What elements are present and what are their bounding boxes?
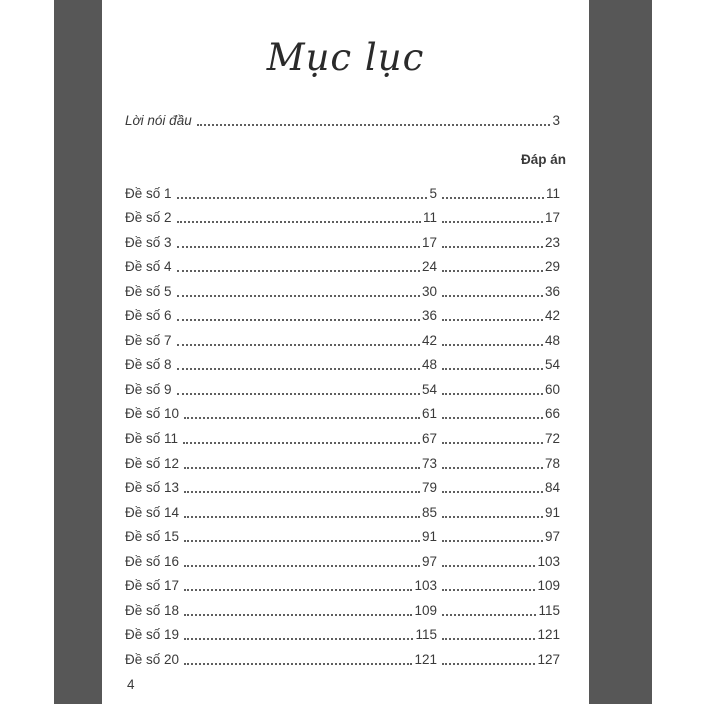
toc-entry-row bbox=[125, 349, 560, 374]
dot-leader bbox=[442, 270, 543, 272]
backdrop-right-bar bbox=[589, 0, 652, 704]
entry-answer-page-number: 23 bbox=[544, 234, 560, 250]
dot-leader bbox=[442, 246, 543, 248]
dot-leader bbox=[184, 540, 420, 542]
page-number-footer: 4 bbox=[127, 677, 135, 692]
toc-entry-row bbox=[125, 496, 560, 521]
entry-label: Đề số 14 bbox=[125, 504, 180, 520]
toc-page bbox=[102, 0, 589, 706]
entry-label: Đề số 19 bbox=[125, 627, 180, 643]
entry-main-column bbox=[125, 258, 437, 275]
entry-page-number: 67 bbox=[421, 431, 437, 447]
entry-page-number: 17 bbox=[421, 234, 437, 250]
entry-main-column bbox=[125, 234, 437, 251]
entry-answer-column bbox=[437, 602, 560, 619]
entry-page-number: 30 bbox=[421, 283, 437, 299]
entry-answer-column bbox=[437, 479, 560, 496]
entry-answer-column bbox=[437, 185, 560, 202]
entry-answer-page-number: 17 bbox=[544, 210, 560, 226]
entry-label: Đề số 3 bbox=[125, 234, 172, 250]
entry-label: Đề số 18 bbox=[125, 602, 180, 618]
entry-main-column bbox=[125, 283, 437, 300]
backdrop-left-bar bbox=[54, 0, 102, 704]
entry-main-column bbox=[125, 209, 437, 226]
entry-label: Đề số 1 bbox=[125, 185, 172, 201]
dot-leader bbox=[177, 197, 428, 199]
entry-page-number: 85 bbox=[421, 504, 437, 520]
entry-answer-page-number: 42 bbox=[544, 308, 560, 324]
entry-answer-column bbox=[437, 455, 560, 472]
toc-entry-row bbox=[125, 570, 560, 595]
preface-label: Lời nói đầu bbox=[125, 113, 192, 128]
dot-leader bbox=[177, 393, 420, 395]
entry-answer-column bbox=[437, 577, 560, 594]
entry-label: Đề số 5 bbox=[125, 283, 172, 299]
dot-leader bbox=[177, 319, 420, 321]
entry-label: Đề số 20 bbox=[125, 651, 180, 667]
toc-entry-row bbox=[125, 275, 560, 300]
entry-main-column bbox=[125, 430, 437, 447]
entry-main-column bbox=[125, 479, 437, 496]
dot-leader bbox=[442, 638, 535, 640]
entry-answer-page-number: 115 bbox=[538, 602, 560, 618]
entry-page-number: 11 bbox=[422, 210, 437, 226]
dot-leader bbox=[442, 589, 535, 591]
dot-leader bbox=[442, 417, 543, 419]
toc-entry-row bbox=[125, 594, 560, 619]
entry-main-column bbox=[125, 332, 437, 349]
entry-label: Đề số 15 bbox=[125, 529, 180, 545]
entry-label: Đề số 16 bbox=[125, 553, 180, 569]
dot-leader bbox=[177, 246, 420, 248]
page-title: Mục lục bbox=[266, 36, 425, 79]
entry-answer-page-number: 84 bbox=[544, 480, 560, 496]
entry-page-number: 115 bbox=[415, 627, 437, 643]
entry-answer-column bbox=[437, 356, 560, 373]
toc-entry-row bbox=[125, 398, 560, 423]
entry-page-number: 24 bbox=[421, 259, 437, 275]
entry-main-column bbox=[125, 307, 437, 324]
entry-label: Đề số 6 bbox=[125, 308, 172, 324]
toc-entry-row bbox=[125, 300, 560, 325]
entry-answer-column bbox=[437, 234, 560, 251]
dot-leader bbox=[442, 516, 543, 518]
toc-entry-row bbox=[125, 177, 560, 202]
entry-main-column bbox=[125, 356, 437, 373]
entry-label: Đề số 11 bbox=[125, 431, 179, 447]
entry-answer-page-number: 54 bbox=[544, 357, 560, 373]
entry-page-number: 103 bbox=[414, 578, 437, 594]
dot-leader bbox=[442, 368, 543, 370]
dot-leader bbox=[184, 614, 412, 616]
dot-leader bbox=[184, 638, 413, 640]
toc-entry-row bbox=[125, 447, 560, 472]
toc-entry-row bbox=[125, 422, 560, 447]
entry-main-column bbox=[125, 626, 437, 643]
toc-entry-row bbox=[125, 619, 560, 644]
dot-leader bbox=[442, 491, 543, 493]
entry-answer-page-number: 29 bbox=[544, 259, 560, 275]
dot-leader bbox=[442, 663, 535, 665]
entry-answer-page-number: 36 bbox=[544, 283, 560, 299]
entry-main-column bbox=[125, 405, 437, 422]
entry-answer-column bbox=[437, 651, 560, 668]
toc-entry-row bbox=[125, 251, 560, 276]
dot-leader bbox=[177, 221, 421, 223]
entry-answer-page-number: 48 bbox=[544, 332, 560, 348]
toc-entry-row bbox=[125, 226, 560, 251]
entry-answer-page-number: 60 bbox=[544, 381, 560, 397]
dot-leader bbox=[442, 442, 543, 444]
entry-answer-column bbox=[437, 504, 560, 521]
entry-page-number: 109 bbox=[414, 602, 437, 618]
entry-answer-column bbox=[437, 283, 560, 300]
entry-page-number: 5 bbox=[429, 185, 437, 201]
entry-page-number: 42 bbox=[421, 332, 437, 348]
dot-leader bbox=[442, 319, 543, 321]
entry-main-column bbox=[125, 553, 437, 570]
entry-main-column bbox=[125, 504, 437, 521]
entry-answer-column bbox=[437, 405, 560, 422]
entry-page-number: 121 bbox=[414, 651, 437, 667]
entry-label: Đề số 8 bbox=[125, 357, 172, 373]
entry-answer-page-number: 72 bbox=[544, 431, 560, 447]
entry-answer-column bbox=[437, 528, 560, 545]
dot-leader bbox=[184, 565, 420, 567]
entry-answer-page-number: 11 bbox=[545, 185, 560, 201]
entry-page-number: 61 bbox=[421, 406, 437, 422]
entry-main-column bbox=[125, 381, 437, 398]
dot-leader bbox=[442, 467, 543, 469]
dot-leader bbox=[177, 368, 420, 370]
entry-main-column bbox=[125, 651, 437, 668]
entry-answer-page-number: 97 bbox=[544, 529, 560, 545]
dot-leader bbox=[177, 344, 420, 346]
entry-label: Đề số 17 bbox=[125, 578, 180, 594]
toc-entry-row bbox=[125, 324, 560, 349]
dot-leader bbox=[442, 344, 543, 346]
toc-entry-row bbox=[125, 202, 560, 227]
dot-leader bbox=[184, 663, 412, 665]
entry-answer-column bbox=[437, 430, 560, 447]
dot-leader bbox=[442, 221, 543, 223]
toc-entry-row bbox=[125, 643, 560, 668]
entry-page-number: 91 bbox=[421, 529, 437, 545]
dot-leader bbox=[184, 491, 420, 493]
entry-answer-column bbox=[437, 332, 560, 349]
entry-label: Đề số 4 bbox=[125, 259, 172, 275]
toc-entry-row bbox=[125, 472, 560, 497]
dot-leader bbox=[442, 197, 544, 199]
preface-entry bbox=[125, 112, 560, 129]
dot-leader bbox=[442, 614, 536, 616]
entry-answer-page-number: 91 bbox=[544, 504, 560, 520]
dot-leader bbox=[184, 589, 412, 591]
entry-page-number: 36 bbox=[421, 308, 437, 324]
entry-page-number: 48 bbox=[421, 357, 437, 373]
toc-entry-row bbox=[125, 373, 560, 398]
dot-leader bbox=[442, 565, 535, 567]
entry-label: Đề số 7 bbox=[125, 332, 172, 348]
entry-label: Đề số 13 bbox=[125, 480, 180, 496]
entry-label: Đề số 9 bbox=[125, 381, 172, 397]
dot-leader bbox=[177, 270, 420, 272]
preface-page-number: 3 bbox=[552, 113, 560, 128]
entry-page-number: 97 bbox=[421, 553, 437, 569]
entry-label: Đề số 12 bbox=[125, 455, 180, 471]
toc-entry-row bbox=[125, 521, 560, 546]
entry-main-column bbox=[125, 577, 437, 594]
dot-leader bbox=[184, 417, 420, 419]
dot-leader bbox=[184, 467, 420, 469]
toc-entry-row bbox=[125, 545, 560, 570]
dot-leader bbox=[442, 295, 543, 297]
answers-column-header: Đáp án bbox=[520, 152, 566, 167]
entry-answer-page-number: 109 bbox=[537, 578, 560, 594]
entry-main-column bbox=[125, 455, 437, 472]
entry-label: Đề số 10 bbox=[125, 406, 180, 422]
entry-answer-column bbox=[437, 258, 560, 275]
entry-page-number: 73 bbox=[421, 455, 437, 471]
toc-entries bbox=[125, 177, 560, 668]
entry-answer-column bbox=[437, 553, 560, 570]
entry-answer-page-number: 103 bbox=[537, 553, 560, 569]
entry-main-column bbox=[125, 185, 437, 202]
dot-leader bbox=[177, 295, 420, 297]
dot-leader bbox=[184, 516, 420, 518]
entry-main-column bbox=[125, 602, 437, 619]
entry-page-number: 54 bbox=[421, 381, 437, 397]
entry-answer-page-number: 127 bbox=[537, 651, 560, 667]
entry-label: Đề số 2 bbox=[125, 210, 172, 226]
dot-leader bbox=[183, 442, 420, 444]
entry-answer-column bbox=[437, 209, 560, 226]
dot-leader bbox=[197, 124, 551, 126]
entry-answer-page-number: 66 bbox=[544, 406, 560, 422]
entry-answer-column bbox=[437, 307, 560, 324]
entry-answer-page-number: 78 bbox=[544, 455, 560, 471]
entry-answer-page-number: 121 bbox=[537, 627, 560, 643]
entry-answer-column bbox=[437, 381, 560, 398]
dot-leader bbox=[442, 540, 543, 542]
entry-answer-column bbox=[437, 626, 560, 643]
entry-main-column bbox=[125, 528, 437, 545]
dot-leader bbox=[442, 393, 543, 395]
entry-page-number: 79 bbox=[421, 480, 437, 496]
